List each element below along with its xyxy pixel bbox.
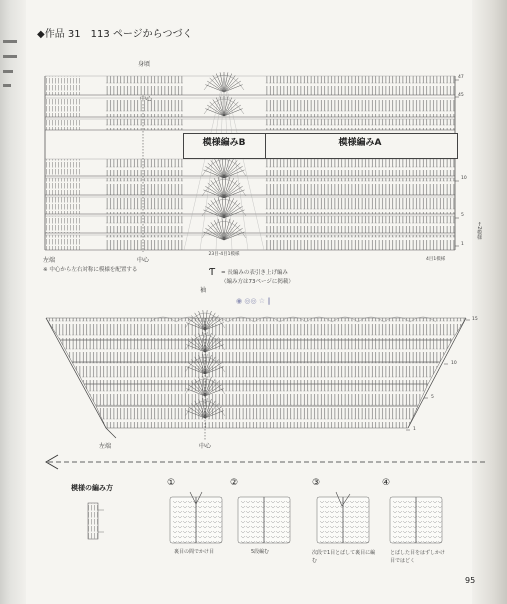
sleeve-band bbox=[46, 318, 466, 340]
step-caption: とばした目をはずしかけ目ではどく bbox=[390, 550, 446, 564]
pattern-a-range: 4目1模様 bbox=[426, 257, 446, 262]
body-band-left bbox=[45, 197, 82, 214]
step-caption: 裏目の間でかけ目 bbox=[174, 549, 215, 555]
body-band-left bbox=[45, 159, 82, 176]
body-band-left bbox=[45, 98, 82, 117]
step-caption: 5段編む bbox=[251, 549, 270, 555]
symmetry-note: ※ 中心から左右対称に模様を配置する bbox=[43, 267, 138, 273]
body-band-center bbox=[105, 216, 183, 233]
body-band-right bbox=[265, 178, 455, 195]
step-number: ① bbox=[167, 478, 176, 488]
body-band-right bbox=[265, 197, 455, 214]
body-band-left bbox=[45, 235, 82, 250]
fan-stitch bbox=[208, 183, 224, 198]
page-title: ◆作品 31 113 ページからつづく bbox=[37, 29, 193, 40]
body-chart-grid bbox=[45, 76, 459, 252]
fan-stitch bbox=[224, 225, 240, 240]
body-band-right bbox=[265, 98, 455, 117]
fan-arc bbox=[202, 221, 246, 238]
body-band-right bbox=[265, 119, 455, 130]
sleeve-row-number: 5 bbox=[431, 395, 434, 400]
body-band-left bbox=[45, 119, 82, 130]
fan-arc bbox=[202, 159, 246, 176]
howto-illustrations bbox=[46, 455, 485, 543]
sleeve-row-number: 15 bbox=[472, 317, 478, 322]
pattern-b-label: 模様編みB bbox=[202, 138, 246, 148]
step-swatch bbox=[317, 497, 369, 543]
row-number: 1 bbox=[461, 242, 464, 247]
row-number: 5 bbox=[461, 213, 464, 218]
fan-pattern bbox=[184, 72, 264, 250]
sleeve-chart-title: 袖 bbox=[200, 287, 207, 294]
side-repeat-label: ←2模様 bbox=[476, 222, 482, 240]
step-number: ③ bbox=[312, 478, 321, 488]
fan-stitch bbox=[208, 225, 224, 240]
body-band-left bbox=[45, 178, 82, 195]
pattern-b-range: 23目-4目1模様 bbox=[208, 252, 240, 257]
body-band-center bbox=[105, 119, 183, 130]
legend-symbol-label: = 長編みの表引き上げ編み bbox=[221, 270, 288, 276]
body-band-left bbox=[45, 216, 82, 233]
body-band-left bbox=[45, 76, 82, 95]
center-label-bottom: 中心 bbox=[136, 257, 150, 264]
sleeve-row-number: 10 bbox=[451, 361, 457, 366]
center-label-top: 中心 bbox=[139, 96, 153, 103]
fan-stitch bbox=[224, 183, 240, 198]
body-band-center bbox=[105, 235, 183, 250]
sleeve-center-label: 中心 bbox=[198, 443, 212, 450]
fan-stitch bbox=[208, 203, 224, 218]
howto-title: 模様の編み方 bbox=[71, 484, 113, 492]
legend-reference: （編み方は73ページに掲載） bbox=[221, 279, 294, 285]
legend-column bbox=[88, 503, 98, 539]
row-number: 10 bbox=[461, 176, 467, 181]
sleeve-band bbox=[84, 384, 428, 406]
body-band-right bbox=[265, 216, 455, 233]
body-chart-title: 身頃 bbox=[137, 61, 151, 68]
post-stitch-symbol: Ƭ bbox=[209, 267, 216, 278]
page-number: 95 bbox=[465, 576, 476, 585]
row-number: 47 bbox=[458, 75, 464, 80]
body-band-center bbox=[105, 197, 183, 214]
body-band-center bbox=[105, 178, 183, 195]
sleeve-row-number: 1 bbox=[413, 427, 416, 432]
body-band-center bbox=[105, 159, 183, 176]
step-number: ② bbox=[230, 478, 239, 488]
sleeve-chart-grid bbox=[46, 310, 470, 440]
body-band-right bbox=[265, 76, 455, 95]
pattern-a-label: 模様編みA bbox=[338, 138, 382, 148]
sleeve-band bbox=[60, 340, 452, 362]
fan-stitch bbox=[224, 203, 240, 218]
step-number: ④ bbox=[382, 478, 391, 488]
step-swatch bbox=[238, 497, 290, 543]
step-swatch bbox=[390, 497, 442, 543]
sleeve-band bbox=[72, 362, 440, 384]
sleeve-left-edge-label: 左端 bbox=[99, 443, 112, 450]
fan-guide bbox=[184, 76, 224, 250]
body-band-center bbox=[105, 76, 183, 95]
body-band-right bbox=[265, 159, 455, 176]
watermark-logo: ◉ ◎◎ ☆ ‖ bbox=[236, 297, 271, 305]
left-edge-label: 左端 bbox=[43, 257, 56, 264]
fan-guide bbox=[224, 76, 264, 250]
body-band-right bbox=[265, 235, 455, 250]
sleeve-band bbox=[96, 406, 418, 428]
fan-arc bbox=[202, 199, 246, 216]
step-caption: 次段で1目とばして裏目に編む bbox=[312, 550, 376, 564]
row-number: 45 bbox=[458, 93, 464, 98]
